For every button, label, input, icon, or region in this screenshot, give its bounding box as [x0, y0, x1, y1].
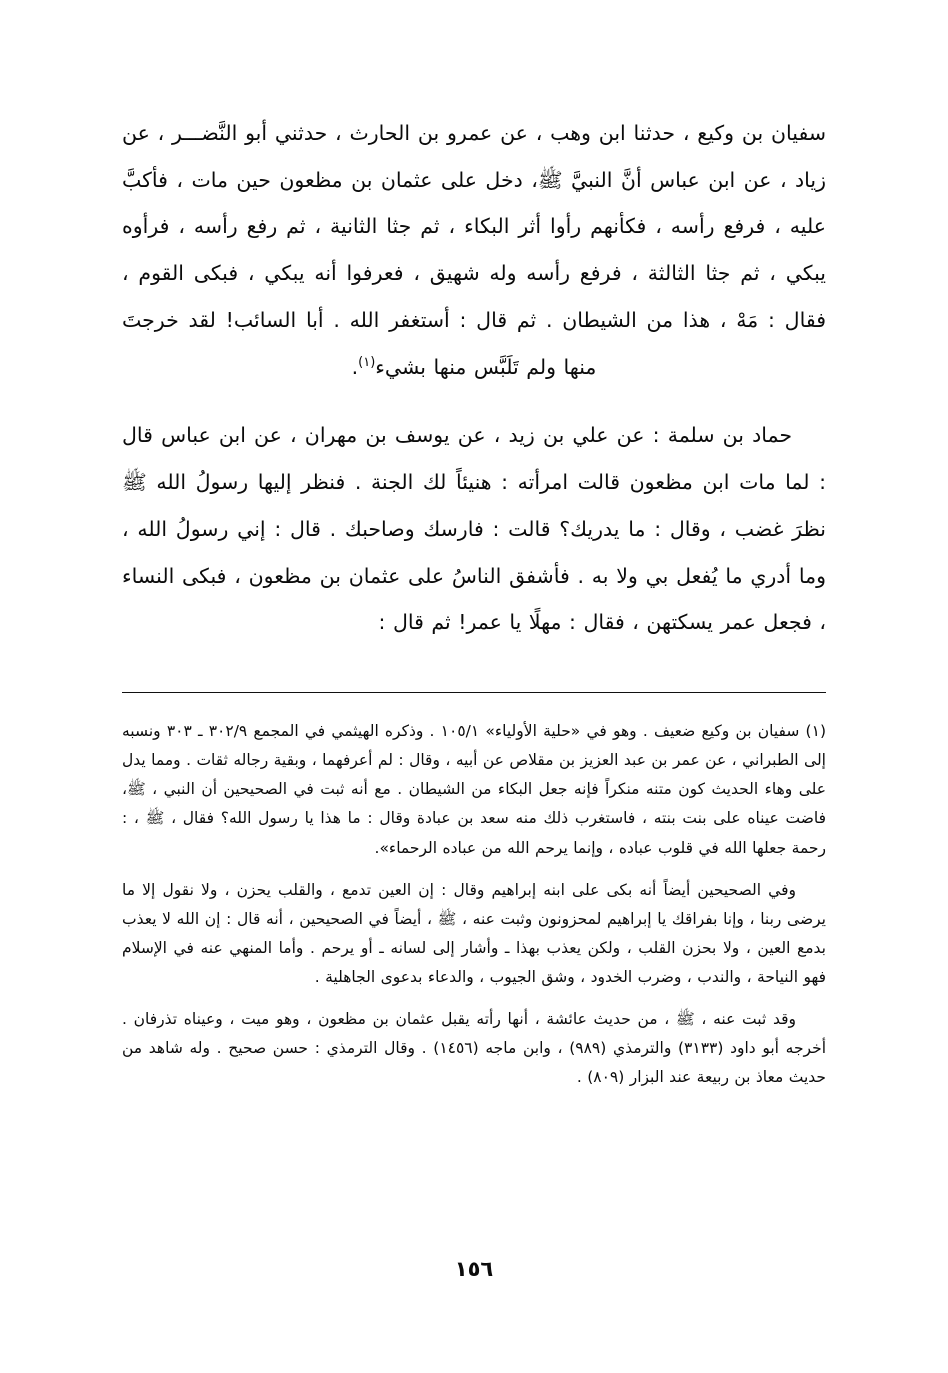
- footnote-paragraph-2: وفي الصحيحين أيضاً أنه بكى على ابنه إبراهيم وقال : إن العين تدمع ، والقلب يحزن ، ولا نقول إلا ما يرضى ربنا ، وإنا بفراقك يا إبراهيم لمحزونون وثبت عنه ، ﷺ ، أيضاً في الصحيحين ، أنه قال : إن الله لا يعذب بدمع العين ، ولا بحزن القلب ، ولكن يعذب بهذا ـ وأشار إلى لسانه ـ أو يرحم . وأما المنهي عنه في الإسلام فهو النياحة ، والندب ، وضرب الخدود ، وشق الجيوب ، والدعاء بدعوى الجاهلية .: [122, 880, 826, 987]
- footnote-paragraph-1: (١) سفيان بن وكيع ضعيف . وهو في «حلية الأولياء» ١٠٥/١ . وذكره الهيثمي في المجمع ٣٠٢/٩ ـ ٣٠٣ ونسبه إلى الطبراني ، عن عمر بن عبد العزيز بن مقلاص عن أبيه ، وقال : لم أعرفهما ، وبقية رجاله ثقات . ومما يدل على وهاء الحديث كون متنه منكراً فإنه جعل البكاء من الشيطان . مع أنه ثبت في الصحيحين أن النبي ، ﷺ، فاضت عيناه على بنت بنته ، فاستغرب ذلك منه سعد بن عبادة وقال : ما هذا يا رسول الله؟ فقال ، ﷺ ، : رحمة جعلها الله في قلوب عباده ، وإنما يرحم الله من عباده الرحماء».: [122, 722, 826, 857]
- page-number: ١٥٦: [454, 1257, 494, 1281]
- footnote-block: [122, 717, 826, 1093]
- body-paragraph-2: [122, 412, 826, 646]
- footnote-reference-1: (١): [358, 354, 376, 370]
- footnote-paragraph-3: وقد ثبت عنه ، ﷺ ، من حديث عائشة ، أنها رأته يقبل عثمان بن مظعون ، وهو ميت ، وعيناه تذرفان . أخرجه أبو داود (٣١٣٣) والترمذي (٩٨٩) ، وابن ماجه (١٤٥٦) . وقال الترمذي : حسن صحيح . وله شاهد من حديث معاذ بن ربيعة عند البزار (٨٠٩) .: [122, 1010, 826, 1087]
- footnote-divider: [122, 692, 826, 693]
- body-paragraph-1-text: سفيان بن وكيع ، حدثنا ابن وهب ، عن عمرو بن الحارث ، حدثني أبو النَّضـــر ، عن زياد ، عن ابن عباس أنَّ النبيَّ ﷺ، دخل على عثمان بن مظعون حين مات ، فأكبَّ عليه ، فرفع رأسه ، فكأنهم رأوا أثر البكاء ، ثم جثا الثانية ، ثم رفع رأسه ، فرأوه يبكي ، ثم جثا الثالثة ، فرفع رأسه وله شهيق ، فعرفوا أنه يبكي ، فبكى القوم ، فقال : مَهْ ، هذا من الشيطان . ثم قال : أستغفر الله . أبا السائب! لقد خرجتَ منها ولم تَلَبَّس منها بشيء: [122, 121, 826, 379]
- body-paragraph-2-text: حماد بن سلمة : عن علي بن زيد ، عن يوسف بن مهران ، عن ابن عباس قال : لما مات ابن مظعون قالت امرأته : هنيئاً لك الجنة . فنظر إليها رسولُ الله ﷺ نظرَ غضب ، وقال : ما يدريك؟ قالت : فارسك وصاحبك . قال : إني رسولُ الله ، وما أدري ما يُفعل بي ولا به . فأشفق الناسُ على عثمان بن مظعون ، فبكى النساء ، فجعل عمر يسكتهن ، فقال : مهلًا يا عمر! ثم قال :: [122, 423, 826, 635]
- body-paragraph-1: [122, 110, 826, 390]
- body-paragraph-1-tail: .: [351, 354, 359, 379]
- main-text-block: [122, 110, 826, 646]
